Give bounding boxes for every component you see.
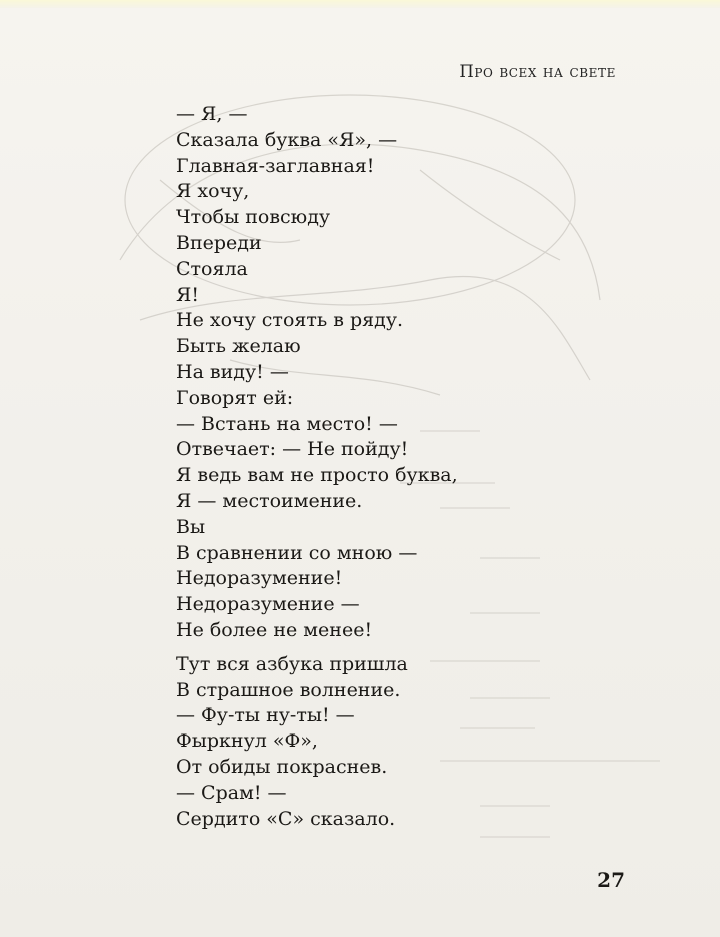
poem-line: Не хочу стоять в ряду. (176, 309, 404, 332)
poem-line: Быть желаю (176, 335, 301, 358)
running-head: Про всех на свете (459, 62, 616, 81)
poem-line: Говорят ей: (176, 386, 294, 409)
poem-line: Я! (176, 283, 199, 306)
poem-line: Главная-заглавная! (176, 154, 375, 177)
poem-line: Отвечает: — Не пойду! (176, 438, 409, 461)
poem-line: Я хочу, (176, 180, 250, 203)
poem-line: Впереди (176, 231, 262, 254)
poem-line: Не более не менее! (176, 618, 373, 641)
poem-line: Недоразумение — (176, 593, 360, 616)
page-top-edge (0, 0, 720, 8)
poem-line: Стояла (176, 257, 248, 280)
poem-text (176, 102, 458, 832)
poem-line: — Фу-ты ну-ты! — (176, 704, 355, 727)
poem-line: Чтобы повсюду (176, 206, 331, 229)
poem-line: — Встань на место! — (176, 412, 398, 435)
poem-line: Я — местоимение. (176, 489, 363, 512)
poem-line: На виду! — (176, 360, 289, 383)
page-number: 27 (597, 868, 625, 892)
poem-line: Фыркнул «Ф», (176, 730, 318, 753)
poem-line: Тут вся азбука пришла (176, 652, 408, 675)
poem-line: Сказала буква «Я», — (176, 128, 398, 151)
poem-line: В страшное волнение. (176, 678, 401, 701)
poem-line: Сердито «С» сказало. (176, 807, 396, 830)
poem-line: В сравнении со мною — (176, 541, 418, 564)
poem-line: Недоразумение! (176, 567, 343, 590)
poem-line: От обиды покраснев. (176, 755, 388, 778)
stanza-break (176, 644, 458, 652)
poem-line: — Срам! — (176, 781, 287, 804)
poem-line: — Я, — (176, 103, 248, 125)
poem-line: Вы (176, 515, 206, 538)
poem-line: Я ведь вам не просто буква, (176, 464, 458, 487)
